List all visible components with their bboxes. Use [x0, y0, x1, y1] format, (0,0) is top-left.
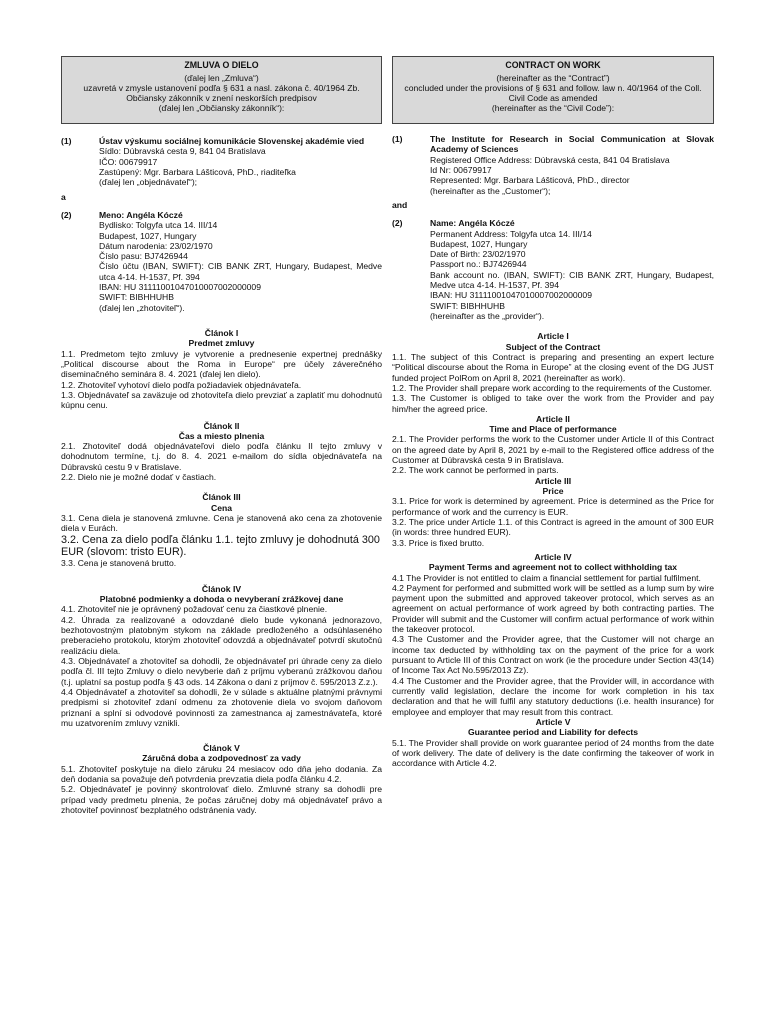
- article-number: Článok V: [203, 743, 240, 754]
- party-line: Id Nr: 00679917: [430, 164, 492, 175]
- article-title: Price: [542, 486, 564, 496]
- party-line: Budapest, 1027, Hungary: [99, 230, 197, 241]
- article-paragraph: 4.3. Objednávateľ a zhotoviteľ sa dohodli, že objednávateľ pri úhrade ceny za dielo podľa čl. III tejto Zmluvy o dielo nevyberie daň z príjmu vyberanú zrážkovou daňou (t.j. uplatní sa postup podľa § 43 ods. 14 Zákona o dani z príjmov č. 595/2013 Z.z.).: [61, 655, 382, 687]
- english-title: CONTRACT ON WORK: [505, 60, 601, 70]
- article-paragraph: 4.2. Úhrada za realizované a odovzdané dielo bude vykonaná jednorazovo, bezhotovostným platobným stykom na základe predloženého a odsúhlaseného preberacieho protokolu, ktorým zhotoviteľ odovzdá a objednávateľ potvrdí skutočnú realizáciu diela.: [61, 614, 382, 656]
- article-number: Article II: [536, 413, 570, 424]
- english-party-2: [392, 218, 714, 321]
- party-line: Bank account no. (IBAN, SWIFT): CIB BANK ZRT, Hungary, Budapest, Medve utca 4-14. H-1537, Pf. 394: [430, 269, 714, 291]
- article-paragraph: 3.3. Cena je stanovená brutto.: [61, 558, 177, 569]
- english-header-line: (hereinafter as the “Contract”): [496, 72, 610, 83]
- article-number: Článok IV: [201, 583, 242, 594]
- article-paragraph: 4.4 Objednávateľ a zhotoviteľ sa dohodli, že v súlade s aktuálne platnými právnymi predpismi si zhotoviteľ zdaní odmenu za zhotovenie diela vo svojom daňovom priznaní a splní si odvodové povinnosti za zamestnanca aj zamestnávateľa, ktoré mu uzatvorením zmluvy vznikli.: [61, 686, 382, 728]
- article-number: Article IV: [534, 551, 572, 562]
- party-line: (ďalej len „zhotoviteľ“).: [99, 302, 185, 313]
- slovak-column: [61, 56, 382, 815]
- article-number: Článok III: [202, 492, 241, 503]
- article-number: Article I: [537, 331, 569, 342]
- party-line: Registered Office Address: Dúbravská cesta, 841 04 Bratislava: [430, 154, 670, 165]
- english-header-line: (hereinafter as the “Civil Code”):: [491, 103, 615, 114]
- slovak-header-line: (ďalej len „Občiansky zákonník“):: [158, 103, 285, 114]
- slovak-header-box: [61, 56, 382, 124]
- party-line: IBAN: HU 31111001047010007002000009: [99, 282, 261, 293]
- article-number: Article V: [535, 716, 571, 727]
- article-number: Article III: [534, 475, 572, 486]
- english-header-line: concluded under the provisions of § 631 and follow. law n. 40/1964 of the Coll. Civil Code as amended: [404, 82, 702, 104]
- article-paragraph: 1.2. The Provider shall prepare work according to the requirements of the Customer.: [392, 382, 712, 393]
- article-paragraph: 4.2 Payment for performed and submitted work will be settled as a lump sum by wire payment upon the submitted and approved takeover protocol, which serves as an agreement on actual performance of work agreed by both contracting parties. The Provider will submit and the Customer will confirm actual performance of work within the takeover protocol.: [392, 582, 714, 635]
- english-party-1: [392, 134, 714, 196]
- article-paragraph: 3.3. Price is fixed brutto.: [392, 537, 485, 548]
- party-name: Meno: Angéla Kóczé: [99, 209, 183, 220]
- party-line: Budapest, 1027, Hungary: [430, 238, 528, 249]
- article-paragraph: 3.1. Cena diela je stanovená zmluvne. Cena je stanovená ako cena za zhotovenie diela v Eurách.: [61, 513, 382, 534]
- slovak-party-1: [61, 136, 382, 188]
- article-title: Guarantee period and Liability for defects: [468, 727, 638, 738]
- party-line: Sídlo: Dúbravská cesta 9, 841 04 Bratislava: [99, 146, 266, 157]
- party-line: SWIFT: BIBHHUHB: [430, 300, 505, 311]
- article-paragraph: 2.1. The Provider performs the work to the Customer under Article II of this Contract on the agreed date by April 8, 2021 by e-mail to the Registered office address of the Customer at Dúbravská cesta 9 in Bratislava.: [392, 434, 714, 466]
- party-line: Číslo pasu: BJ7426944: [99, 251, 188, 262]
- article-paragraph-large: 3.2. Cena za dielo podľa článku 1.1. tejto zmluvy je dohodnutá 300 EUR (slovom: tristo EUR).: [61, 533, 380, 559]
- party-line: Číslo účtu (IBAN, SWIFT): CIB BANK ZRT, Hungary, Budapest, Medve utca 4-14. H-1537, Pf. 394: [99, 261, 382, 282]
- article-title: Čas a miesto plnenia: [178, 430, 265, 441]
- article-paragraph: 3.2. The price under Article 1.1. of this Contract is agreed in the amount of 300 EUR (in words: three hundred EUR).: [392, 516, 714, 538]
- party-separator: a: [61, 191, 66, 202]
- party-number: (2): [61, 209, 72, 220]
- article-paragraph: 1.3. Objednávateľ sa zaväzuje od zhotoviteľa dielo prevziať a zaplatiť mu dohodnutú kúpnu cenu.: [61, 389, 382, 411]
- article-title: Time and Place of performance: [489, 424, 617, 435]
- english-article-5: [392, 717, 714, 769]
- party-line: Dátum narodenia: 23/02/1970: [99, 240, 213, 251]
- english-article-2: [392, 414, 714, 476]
- party-line: (ďalej len „objednávateľ“);: [99, 177, 198, 188]
- english-article-4: [392, 552, 714, 717]
- article-paragraph: 4.4 The Customer and the Provider agree, that the Provider will, in accordance with currently valid legislation, declare the income for work completion in his tax declaration and that he will fulfil any statutory deductions (i.e. health insurance) for employee and employer that may result from this contract.: [392, 675, 714, 717]
- article-title: Platobné podmienky a dohoda o nevyberaní zrážkovej dane: [99, 594, 344, 605]
- english-article-3: [392, 476, 714, 548]
- english-header-box: [392, 56, 714, 124]
- article-title: Subject of the Contract: [505, 341, 601, 352]
- party-line: IBAN: HU 31111001047010007002000009: [430, 290, 592, 301]
- slovak-article-2: [61, 421, 382, 483]
- party-separator: and: [392, 199, 408, 210]
- party-line: Bydlisko: Tolgyfa utca 14. III/14: [99, 220, 218, 231]
- slovak-article-4: [61, 584, 382, 728]
- article-paragraph: 1.3. The Customer is obliged to take over the work from the Provider and pay him/her the agreed price.: [392, 393, 714, 414]
- article-paragraph: 2.1. Zhotoviteľ dodá objednávateľovi dielo podľa článku II tejto zmluvy v dohodnutom termíne, t.j. do 8. 4. 2021 e-mailom do sídla objednávateľa na Dúbravskú cestu 9 v Bratislave.: [61, 441, 382, 472]
- party-line: Passport no.: BJ7426944: [430, 259, 527, 270]
- article-paragraph: 4.1. Zhotoviteľ nie je oprávnený požadovať cenu za čiastkové plnenie.: [61, 604, 328, 615]
- article-title: Predmet zmluvy: [188, 338, 255, 349]
- article-title: Cena: [210, 502, 232, 513]
- article-title: Payment Terms and agreement not to collect withholding tax: [428, 562, 678, 573]
- slovak-title: ZMLUVA O DIELO: [184, 60, 259, 70]
- article-paragraph: 2.2. The work cannot be performed in parts.: [392, 465, 559, 476]
- article-paragraph: 4.3 The Customer and the Provider agree, that the Customer will not charge an income tax deducted by withholding tax on the payment of the price for a work pursuant to Article III of this Contract on work (ie the procedure under Section 43(14) of Income Tax Act No.595/2013 Zz).: [392, 634, 714, 676]
- slovak-header-line: Občiansky zákonník v znení neskorších predpisov: [126, 93, 317, 104]
- article-paragraph: 5.1. The Provider shall provide on work guarantee period of 24 months from the date of work delivery. The date of delivery is the date confirming the takeover of work in accordance with Article 4.2.: [392, 737, 714, 769]
- party-number: (1): [392, 134, 403, 144]
- slovak-header-line: uzavretá v zmysle ustanovení podľa § 631 a nasl. zákona č. 40/1964 Zb.: [83, 82, 360, 93]
- party-name: The Institute for Research in Social Communication at Slovak Academy of Sciences: [430, 134, 714, 155]
- article-paragraph: 4.1 The Provider is not entitled to claim a financial settlement for partial fulfilment.: [392, 572, 701, 583]
- party-line: Date of Birth: 23/02/1970: [430, 249, 526, 260]
- article-number: Článok II: [203, 420, 240, 431]
- english-article-1: [392, 331, 714, 414]
- article-paragraph: 1.2. Zhotoviteľ vyhotoví dielo podľa požiadaviek objednávateľa.: [61, 379, 302, 390]
- party-number: (1): [61, 136, 72, 146]
- article-number: Článok I: [204, 328, 239, 338]
- article-paragraph: 5.2. Objednávateľ je povinný skontrolovať dielo. Zmluvné strany sa dohodli pre prípad vady predmetu plnenia, že počas záručnej doby má objednávateľ právo a zhotoviteľ povinnosť bezplatného odstránenia vady.: [61, 784, 382, 815]
- party-name: Name: Angéla Kóczé: [430, 218, 515, 229]
- slovak-article-5: [61, 743, 382, 815]
- slovak-header-line: (ďalej len „Zmluva“): [184, 72, 259, 83]
- party-line: Permanent Address: Tolgyfa utca 14. III/14: [430, 228, 592, 239]
- party-line: (hereinafter as the „provider“).: [430, 311, 545, 321]
- slovak-article-3: [61, 492, 382, 568]
- article-paragraph: 1.1. The subject of this Contract is preparing and presenting an expert lecture “Political discourse about the Roma in Europe” at the closing event of the DG JUST funded project PolRom on April 8, 2021 (hereinafter as work).: [392, 351, 714, 383]
- slovak-article-1: [61, 328, 382, 411]
- party-number: (2): [392, 218, 403, 229]
- party-line: Represented: Mgr. Barbara Lášticová, PhD., director: [430, 175, 630, 186]
- english-column: [392, 56, 714, 768]
- article-paragraph: 5.1. Zhotoviteľ poskytuje na dielo záruku 24 mesiacov odo dňa jeho dodania. Za deň dodania sa považuje deň potvrdenia prevzatia diela podľa článku 4.2.: [61, 763, 382, 785]
- party-line: (hereinafter as the „Customer“);: [430, 185, 551, 196]
- party-line: Zastúpený: Mgr. Barbara Lášticová, PhD., riaditeľka: [99, 166, 296, 177]
- article-paragraph: 3.1. Price for work is determined by agreement. Price is determined as the Price for performance of work and the currency is EUR.: [392, 496, 714, 517]
- slovak-party-2: [61, 210, 382, 313]
- article-paragraph: 2.2. Dielo nie je možné dodať v častiach.: [61, 472, 217, 483]
- party-name: Ústav výskumu sociálnej komunikácie Slovenskej akadémie vied: [99, 136, 365, 146]
- article-paragraph: 1.1. Predmetom tejto zmluvy je vytvorenie a prednesenie expertnej prednášky „Political discourse about the Roma in Europe“ pre účely záverečného diseminačného seminára 8. 4. 2021 (ďalej len dielo).: [61, 348, 382, 380]
- article-title: Záručná doba a zodpovednosť za vady: [142, 753, 301, 764]
- party-line: IČO: 00679917: [99, 156, 158, 167]
- party-line: SWIFT: BIBHHUHB: [99, 292, 174, 303]
